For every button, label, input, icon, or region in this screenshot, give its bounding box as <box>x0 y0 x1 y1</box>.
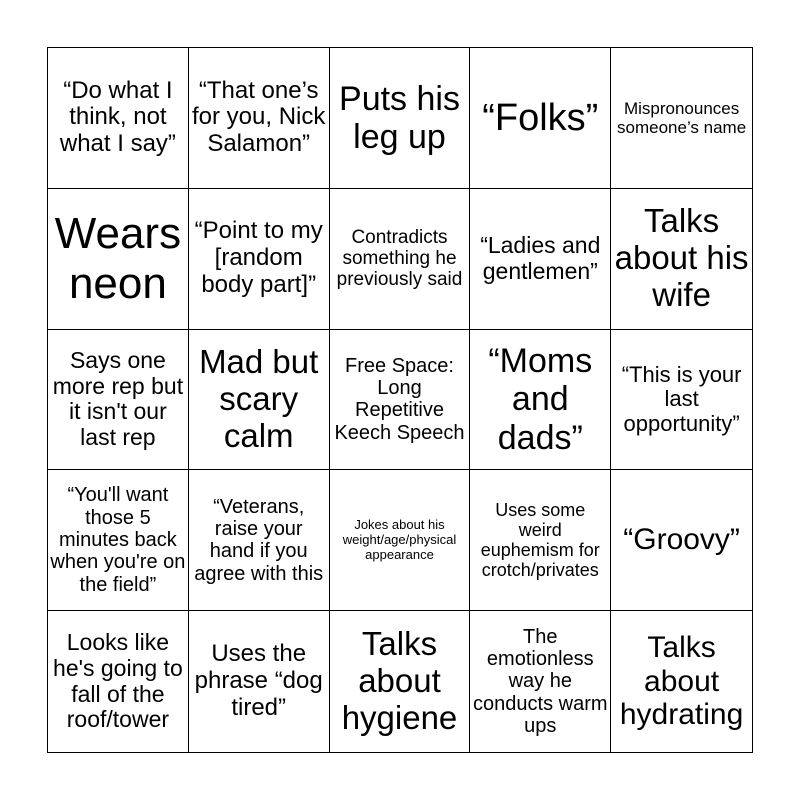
cell-text: Contradicts something he previously said <box>336 226 463 291</box>
bingo-cell[interactable] <box>470 470 611 611</box>
bingo-cell[interactable] <box>48 48 189 189</box>
cell-text: “Veterans, raise your hand if you agree with this <box>194 495 324 585</box>
cell-text: Talks about hygiene <box>341 625 458 737</box>
bingo-board <box>47 47 753 753</box>
bingo-cell[interactable] <box>330 48 471 189</box>
cell-text: “Do what I think, not what I say” <box>59 76 176 158</box>
bingo-cell[interactable] <box>611 611 752 752</box>
bingo-cell[interactable] <box>48 611 189 752</box>
cell-text: Talks about his wife <box>614 202 749 314</box>
cell-text: Mispronounces someone’s name <box>617 98 747 137</box>
bingo-cell[interactable] <box>189 189 330 330</box>
cell-text: “Ladies and gentlemen” <box>480 231 601 284</box>
cell-text: “This is your last opportunity” <box>621 361 742 436</box>
bingo-cell[interactable] <box>470 611 611 752</box>
bingo-cell[interactable] <box>189 611 330 752</box>
bingo-cell[interactable] <box>330 611 471 752</box>
cell-text: Jokes about his weight/age/physical appearance <box>342 517 457 562</box>
cell-text: “Point to my [random body part]” <box>194 217 323 299</box>
cell-text: Puts his leg up <box>339 79 460 156</box>
cell-text: Talks about hydrating <box>619 631 744 732</box>
cell-text: Wears neon <box>54 209 182 308</box>
cell-text: “Moms and dads” <box>488 342 593 457</box>
bingo-cell[interactable] <box>611 48 752 189</box>
cell-text: Uses some weird euphemism for crotch/privates <box>480 499 600 581</box>
cell-text: “You'll want those 5 minutes back when you're on the field” <box>50 484 186 596</box>
bingo-cell[interactable] <box>611 470 752 611</box>
bingo-cell[interactable] <box>470 330 611 471</box>
bingo-cell[interactable] <box>330 189 471 330</box>
cell-text: Free Space: Long Repetitive Keech Speech <box>334 354 465 444</box>
cell-text: “Folks” <box>482 96 599 139</box>
bingo-cell[interactable] <box>189 470 330 611</box>
bingo-cell[interactable] <box>48 330 189 471</box>
cell-text: Uses the phrase “dog tired” <box>194 640 323 722</box>
bingo-cell[interactable] <box>48 470 189 611</box>
cell-text: The emotionless way he conducts warm ups <box>473 625 608 738</box>
cell-text: Mad but scary calm <box>199 343 319 454</box>
bingo-cell[interactable] <box>611 189 752 330</box>
cell-text: “That one’s for you, Nick Salamon” <box>192 76 326 158</box>
cell-text: “Groovy” <box>623 523 740 557</box>
bingo-cell[interactable] <box>470 48 611 189</box>
bingo-cell[interactable] <box>470 189 611 330</box>
free-space-cell[interactable] <box>330 330 471 471</box>
bingo-cell[interactable] <box>189 330 330 471</box>
bingo-cell[interactable] <box>48 189 189 330</box>
cell-text: Says one more rep but it isn't our last rep <box>52 346 184 451</box>
bingo-cell[interactable] <box>189 48 330 189</box>
bingo-cell[interactable] <box>611 330 752 471</box>
cell-text: Looks like he's going to fall of the roof/tower <box>53 629 183 733</box>
bingo-cell[interactable] <box>330 470 471 611</box>
